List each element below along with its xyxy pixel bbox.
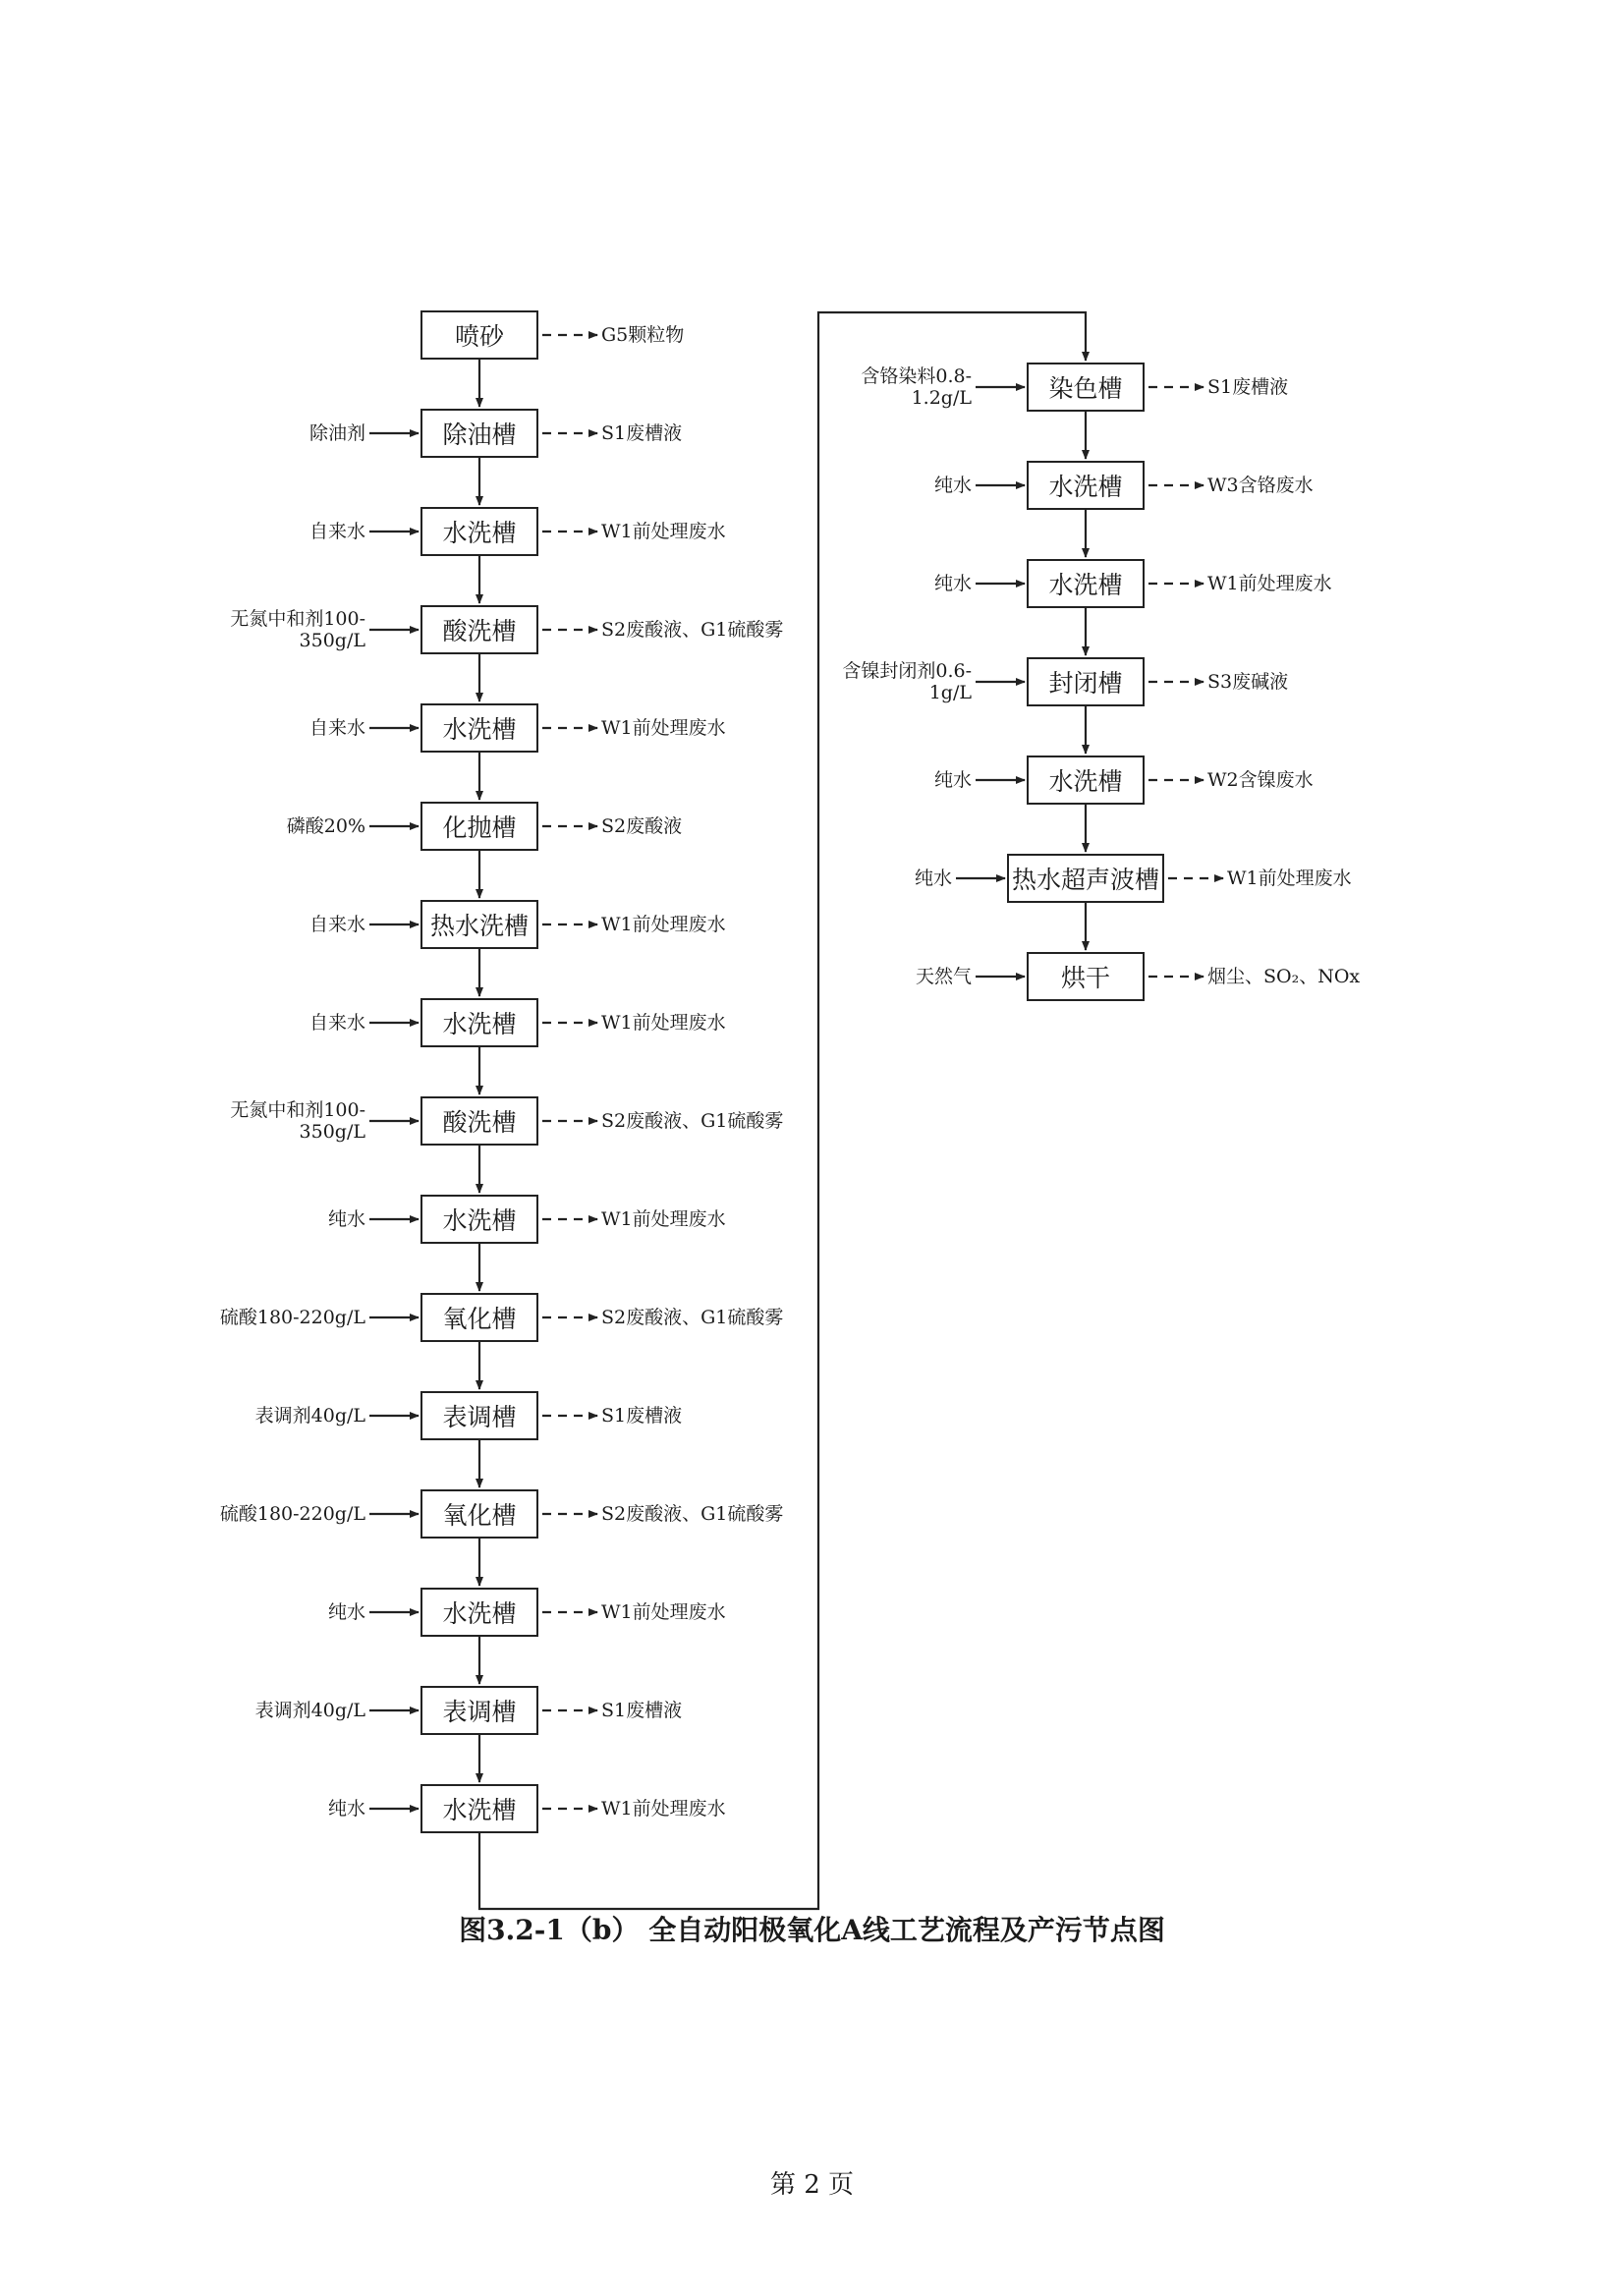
output-label: S2废酸液、G1硫酸雾 — [601, 619, 784, 641]
output-label: W1前处理废水 — [601, 717, 726, 739]
process-box: 酸洗槽 — [420, 605, 538, 654]
process-box: 水洗槽 — [1027, 461, 1145, 510]
process-box: 表调槽 — [420, 1391, 538, 1440]
output-label: S1废槽液 — [601, 1700, 683, 1721]
process-box: 烘干 — [1027, 952, 1145, 1001]
input-label: 表调剂40g/L — [254, 1405, 365, 1427]
input-label: 纯水 — [327, 1601, 365, 1623]
input-label: 含镍封闭剂0.6- 1g/L — [842, 660, 972, 703]
output-label: S2废酸液 — [601, 815, 683, 837]
input-label: 天然气 — [915, 966, 972, 987]
input-label: 表调剂40g/L — [254, 1700, 365, 1721]
process-box: 热水洗槽 — [420, 900, 538, 949]
process-box: 染色槽 — [1027, 363, 1145, 412]
output-label: W1前处理废水 — [601, 1012, 726, 1034]
output-label: S2废酸液、G1硫酸雾 — [601, 1110, 784, 1132]
output-label: S2废酸液、G1硫酸雾 — [601, 1307, 784, 1328]
process-box: 水洗槽 — [420, 703, 538, 753]
output-label: W1前处理废水 — [1227, 868, 1352, 889]
output-label: G5颗粒物 — [601, 324, 685, 346]
input-label: 纯水 — [933, 769, 972, 791]
input-label: 硫酸180-220g/L — [219, 1307, 365, 1328]
input-label: 纯水 — [933, 475, 972, 496]
process-box: 水洗槽 — [1027, 756, 1145, 805]
process-box: 热水超声波槽 — [1007, 854, 1164, 903]
process-box: 氧化槽 — [420, 1489, 538, 1539]
input-label: 自来水 — [308, 1012, 365, 1034]
process-box: 封闭槽 — [1027, 657, 1145, 706]
process-box: 水洗槽 — [1027, 559, 1145, 608]
process-box: 水洗槽 — [420, 998, 538, 1047]
output-label: S3废碱液 — [1207, 671, 1289, 693]
output-label: W1前处理废水 — [1207, 573, 1332, 594]
input-label: 自来水 — [308, 717, 365, 739]
input-label: 无氮中和剂100- 350g/L — [230, 1099, 365, 1143]
process-box: 表调槽 — [420, 1686, 538, 1735]
output-label: W1前处理废水 — [601, 1601, 726, 1623]
process-box: 化抛槽 — [420, 802, 538, 851]
input-label: 除油剂 — [308, 422, 365, 444]
input-label: 纯水 — [327, 1798, 365, 1819]
output-label: W1前处理废水 — [601, 1798, 726, 1819]
output-label: W2含镍废水 — [1207, 769, 1314, 791]
output-label: 烟尘、SO₂、NOx — [1207, 966, 1361, 987]
input-label: 含铬染料0.8- 1.2g/L — [861, 365, 972, 409]
process-box: 氧化槽 — [420, 1293, 538, 1342]
output-label: S1废槽液 — [601, 1405, 683, 1427]
process-box: 水洗槽 — [420, 1195, 538, 1244]
process-box: 水洗槽 — [420, 1784, 538, 1833]
output-label: S1废槽液 — [601, 422, 683, 444]
process-box: 喷砂 — [420, 310, 538, 360]
input-label: 磷酸20% — [286, 815, 365, 837]
input-label: 纯水 — [933, 573, 972, 594]
output-label: W1前处理废水 — [601, 1208, 726, 1230]
input-label: 纯水 — [327, 1208, 365, 1230]
page-number: 第 2 页 — [769, 2170, 855, 2200]
process-box: 水洗槽 — [420, 1588, 538, 1637]
figure-caption: 图3.2-1（b） 全自动阳极氧化A线工艺流程及产污节点图 — [459, 1914, 1165, 1946]
input-label: 硫酸180-220g/L — [219, 1503, 365, 1525]
output-label: W1前处理废水 — [601, 914, 726, 935]
output-label: S2废酸液、G1硫酸雾 — [601, 1503, 784, 1525]
output-label: W3含铬废水 — [1207, 475, 1314, 496]
input-label: 自来水 — [308, 914, 365, 935]
input-label: 无氮中和剂100- 350g/L — [230, 608, 365, 651]
process-box: 酸洗槽 — [420, 1096, 538, 1146]
process-box: 除油槽 — [420, 409, 538, 458]
output-label: W1前处理废水 — [601, 521, 726, 542]
output-label: S1废槽液 — [1207, 376, 1289, 398]
input-label: 自来水 — [308, 521, 365, 542]
process-box: 水洗槽 — [420, 507, 538, 556]
input-label: 纯水 — [914, 868, 952, 889]
